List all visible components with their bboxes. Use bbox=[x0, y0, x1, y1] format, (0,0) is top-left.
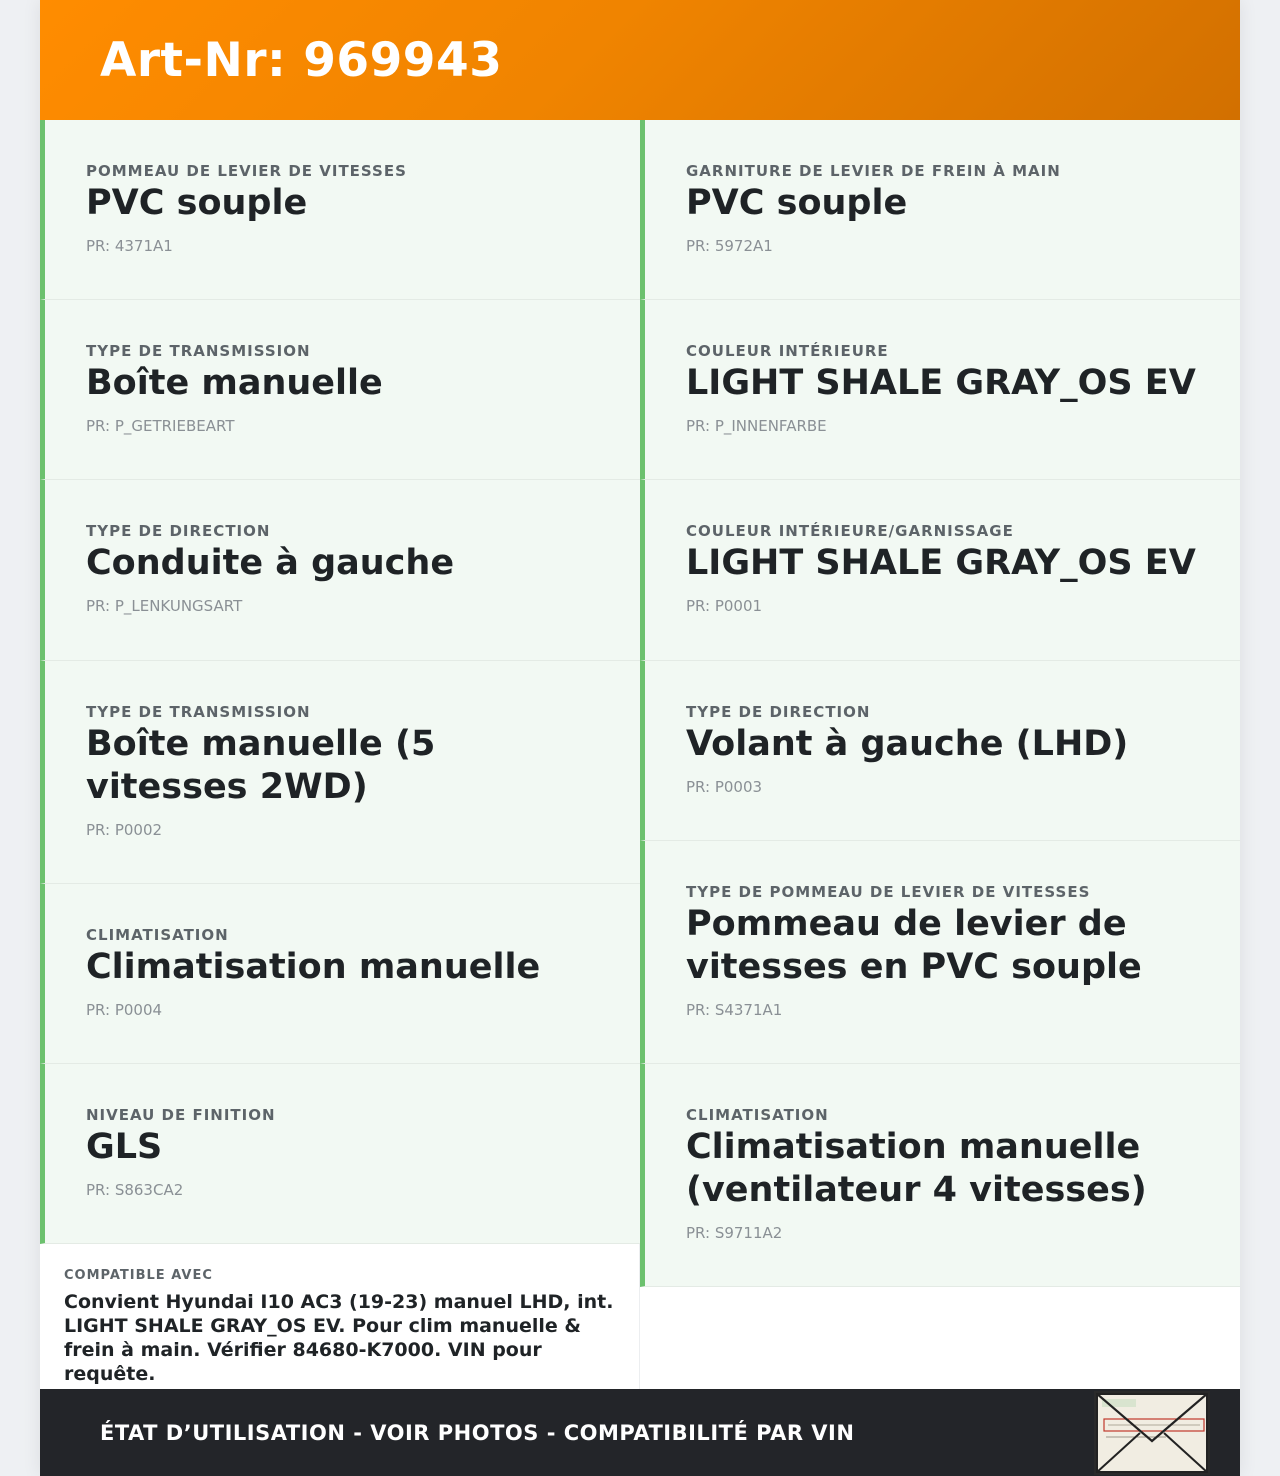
compatibility-text: Convient Hyundai I10 AC3 (19-23) manuel LHD, int. LIGHT SHALE GRAY_OS EV. Pour clim manuelle & frein à main. Vérifier 84680-K7000. VIN pour requête. bbox=[64, 1291, 614, 1385]
article-number-title: Art-Nr: 969943 bbox=[100, 32, 503, 88]
product-card bbox=[40, 0, 1240, 1476]
spec-label: CLIMATISATION bbox=[86, 926, 229, 944]
spec-pr-code: PR: S863CA2 bbox=[86, 1181, 184, 1199]
spec-cell bbox=[40, 300, 640, 480]
spec-cell bbox=[640, 300, 1240, 480]
spec-value: LIGHT SHALE GRAY_OS EV bbox=[686, 543, 1196, 583]
spec-value: Climatisation manuelle (ventilateur 4 vitesses) bbox=[686, 1127, 1147, 1210]
compatibility-label: COMPATIBLE AVEC bbox=[64, 1268, 213, 1283]
spec-pr-code: PR: 4371A1 bbox=[86, 237, 173, 255]
spec-pr-code: PR: P0003 bbox=[686, 778, 763, 796]
spec-value: PVC souple bbox=[86, 183, 308, 223]
spec-value: Volant à gauche (LHD) bbox=[686, 724, 1129, 764]
spec-label: COULEUR INTÉRIEURE/GARNISSAGE bbox=[686, 522, 1014, 540]
spec-pr-code: PR: S9711A2 bbox=[686, 1224, 783, 1242]
spec-grid bbox=[40, 120, 1240, 1390]
spec-value: PVC souple bbox=[686, 183, 908, 223]
spec-value: GLS bbox=[86, 1127, 163, 1167]
spec-cell bbox=[640, 120, 1240, 300]
compatibility-section bbox=[40, 1244, 640, 1390]
spec-value: Conduite à gauche bbox=[86, 543, 455, 583]
spec-value: Climatisation manuelle bbox=[86, 947, 541, 987]
spec-label: TYPE DE TRANSMISSION bbox=[86, 703, 311, 721]
spec-pr-code: PR: P_LENKUNGSART bbox=[86, 597, 243, 615]
spec-label: CLIMATISATION bbox=[686, 1106, 829, 1124]
spec-cell bbox=[640, 661, 1240, 841]
spec-cell bbox=[640, 480, 1240, 661]
spec-cell bbox=[40, 884, 640, 1064]
spec-cell bbox=[40, 1064, 640, 1244]
spec-pr-code: PR: P0004 bbox=[86, 1001, 163, 1019]
spec-label: TYPE DE DIRECTION bbox=[686, 703, 871, 721]
spec-value: Pommeau de levier de vitesses en PVC souple bbox=[686, 904, 1142, 987]
envelope-stamp-icon bbox=[1094, 1391, 1210, 1475]
spec-cell bbox=[40, 661, 640, 884]
footer-text: ÉTAT D’UTILISATION - VOIR PHOTOS - COMPATIBILITÉ PAR VIN bbox=[100, 1420, 855, 1445]
spec-label: COULEUR INTÉRIEURE bbox=[686, 342, 889, 360]
spec-pr-code: PR: 5972A1 bbox=[686, 237, 773, 255]
spec-column-right bbox=[640, 120, 1240, 1390]
spec-pr-code: PR: P0002 bbox=[86, 821, 163, 839]
spec-label: GARNITURE DE LEVIER DE FREIN À MAIN bbox=[686, 162, 1061, 180]
envelope-stamp-graphic bbox=[1096, 1393, 1208, 1473]
footer-bar bbox=[40, 1389, 1240, 1476]
spec-label: POMMEAU DE LEVIER DE VITESSES bbox=[86, 162, 407, 180]
spec-cell bbox=[40, 480, 640, 661]
header-bar bbox=[40, 0, 1240, 120]
spec-label: TYPE DE TRANSMISSION bbox=[86, 342, 311, 360]
spec-label: TYPE DE DIRECTION bbox=[86, 522, 271, 540]
spec-cell bbox=[640, 841, 1240, 1064]
spec-cell bbox=[640, 1064, 1240, 1287]
spec-cell bbox=[40, 120, 640, 300]
spec-pr-code: PR: P_GETRIEBEART bbox=[86, 417, 235, 435]
spec-column-left bbox=[40, 120, 640, 1390]
spec-value: Boîte manuelle bbox=[86, 363, 383, 403]
spec-pr-code: PR: P_INNENFARBE bbox=[686, 417, 827, 435]
spec-label: TYPE DE POMMEAU DE LEVIER DE VITESSES bbox=[686, 883, 1091, 901]
spec-value: LIGHT SHALE GRAY_OS EV bbox=[686, 363, 1196, 403]
spec-label: NIVEAU DE FINITION bbox=[86, 1106, 276, 1124]
spec-value: Boîte manuelle (5 vitesses 2WD) bbox=[86, 724, 436, 807]
spec-pr-code: PR: S4371A1 bbox=[686, 1001, 783, 1019]
spec-pr-code: PR: P0001 bbox=[686, 597, 763, 615]
